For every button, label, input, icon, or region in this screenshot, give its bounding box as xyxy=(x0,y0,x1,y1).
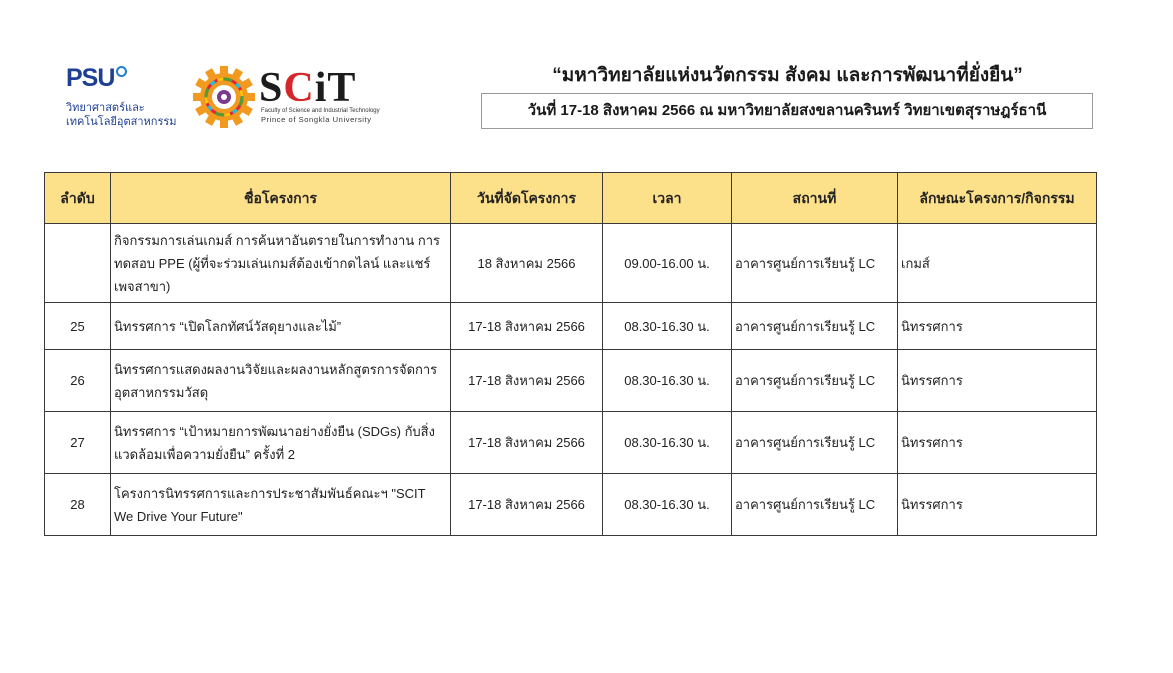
cell-no xyxy=(45,224,111,303)
scit-subtitle-university: Prince of Songkla University xyxy=(261,115,372,124)
cell-time: 08.30-16.30 น. xyxy=(603,350,732,412)
cell-place: อาคารศูนย์การเรียนรู้ LC xyxy=(732,474,898,536)
table-header-row xyxy=(45,173,1097,224)
conference-date-venue: วันที่ 17-18 สิงหาคม 2566 ณ มหาวิทยาลัยสงขลานครินทร์ วิทยาเขตสุราษฎร์ธานี xyxy=(481,93,1093,129)
psu-dot-icon xyxy=(116,66,127,77)
cell-name: นิทรรศการแสดงผลงานวิจัยและผลงานหลักสูตรการจัดการอุตสาหกรรมวัสดุ xyxy=(111,350,451,412)
cell-type: นิทรรศการ xyxy=(898,474,1097,536)
sdg-gear-icon xyxy=(193,66,255,128)
cell-date: 17-18 สิงหาคม 2566 xyxy=(451,303,603,350)
column-header-type: ลักษณะโครงการ/กิจกรรม xyxy=(898,173,1097,224)
table-row xyxy=(45,224,1097,303)
column-header-place: สถานที่ xyxy=(732,173,898,224)
cell-name: นิทรรศการ “เปิดโลกทัศน์วัสดุยางและไม้” xyxy=(111,303,451,350)
psu-logo-mark xyxy=(66,64,127,92)
scit-subtitle-faculty: Faculty of Science and Industrial Technology xyxy=(261,108,380,114)
column-header-date: วันที่จัดโครงการ xyxy=(451,173,603,224)
cell-time: 08.30-16.30 น. xyxy=(603,412,732,474)
psu-logo-line2: เทคโนโลยีอุตสาหกรรม xyxy=(66,115,177,128)
scit-wordmark-s: S xyxy=(259,65,284,111)
psu-logo-line1: วิทยาศาสตร์และ xyxy=(66,101,145,114)
cell-name: นิทรรศการ “เป้าหมายการพัฒนาอย่างยั่งยืน (SDGs) กับสิ่งแวดล้อมเพื่อความยั่งยืน” ครั้งที่ 2 xyxy=(111,412,451,474)
cell-type: นิทรรศการ xyxy=(898,303,1097,350)
psu-logo xyxy=(66,64,186,130)
column-header-no: ลำดับ xyxy=(45,173,111,224)
conference-title: “มหาวิทยาลัยแห่งนวัตกรรม สังคม และการพัฒนาที่ยั่งยืน” xyxy=(552,65,1023,86)
cell-type: นิทรรศการ xyxy=(898,412,1097,474)
cell-no: 25 xyxy=(45,303,111,350)
column-header-name: ชื่อโครงการ xyxy=(111,173,451,224)
cell-type: เกมส์ xyxy=(898,224,1097,303)
cell-no: 26 xyxy=(45,350,111,412)
table-row xyxy=(45,303,1097,350)
table-row xyxy=(45,474,1097,536)
cell-type: นิทรรศการ xyxy=(898,350,1097,412)
cell-date: 17-18 สิงหาคม 2566 xyxy=(451,412,603,474)
cell-place: อาคารศูนย์การเรียนรู้ LC xyxy=(732,412,898,474)
cell-name: กิจกรรมการเล่นเกมส์ การค้นหาอันตรายในการทำงาน การทดสอบ PPE (ผู้ที่จะร่วมเล่นเกมส์ต้องเข้ากดไลน์ และแชร์เพจสาขา) xyxy=(111,224,451,303)
psu-logo-mark-text: PSU xyxy=(66,64,115,92)
cell-no: 27 xyxy=(45,412,111,474)
scit-wordmark-it: iT xyxy=(314,65,357,111)
cell-place: อาคารศูนย์การเรียนรู้ LC xyxy=(732,303,898,350)
column-header-time: เวลา xyxy=(603,173,732,224)
cell-date: 17-18 สิงหาคม 2566 xyxy=(451,474,603,536)
schedule-table xyxy=(44,172,1097,536)
table-row xyxy=(45,412,1097,474)
cell-time: 08.30-16.30 น. xyxy=(603,474,732,536)
scit-wordmark xyxy=(259,65,356,111)
cell-date: 18 สิงหาคม 2566 xyxy=(451,224,603,303)
cell-name: โครงการนิทรรศการและการประชาสัมพันธ์คณะฯ "SCIT We Drive Your Future" xyxy=(111,474,451,536)
scit-logo xyxy=(193,63,383,129)
cell-time: 08.30-16.30 น. xyxy=(603,303,732,350)
scit-wordmark-c: C xyxy=(283,65,315,111)
cell-date: 17-18 สิงหาคม 2566 xyxy=(451,350,603,412)
cell-place: อาคารศูนย์การเรียนรู้ LC xyxy=(732,350,898,412)
cell-place: อาคารศูนย์การเรียนรู้ LC xyxy=(732,224,898,303)
cell-no: 28 xyxy=(45,474,111,536)
table-row xyxy=(45,350,1097,412)
cell-time: 09.00-16.00 น. xyxy=(603,224,732,303)
